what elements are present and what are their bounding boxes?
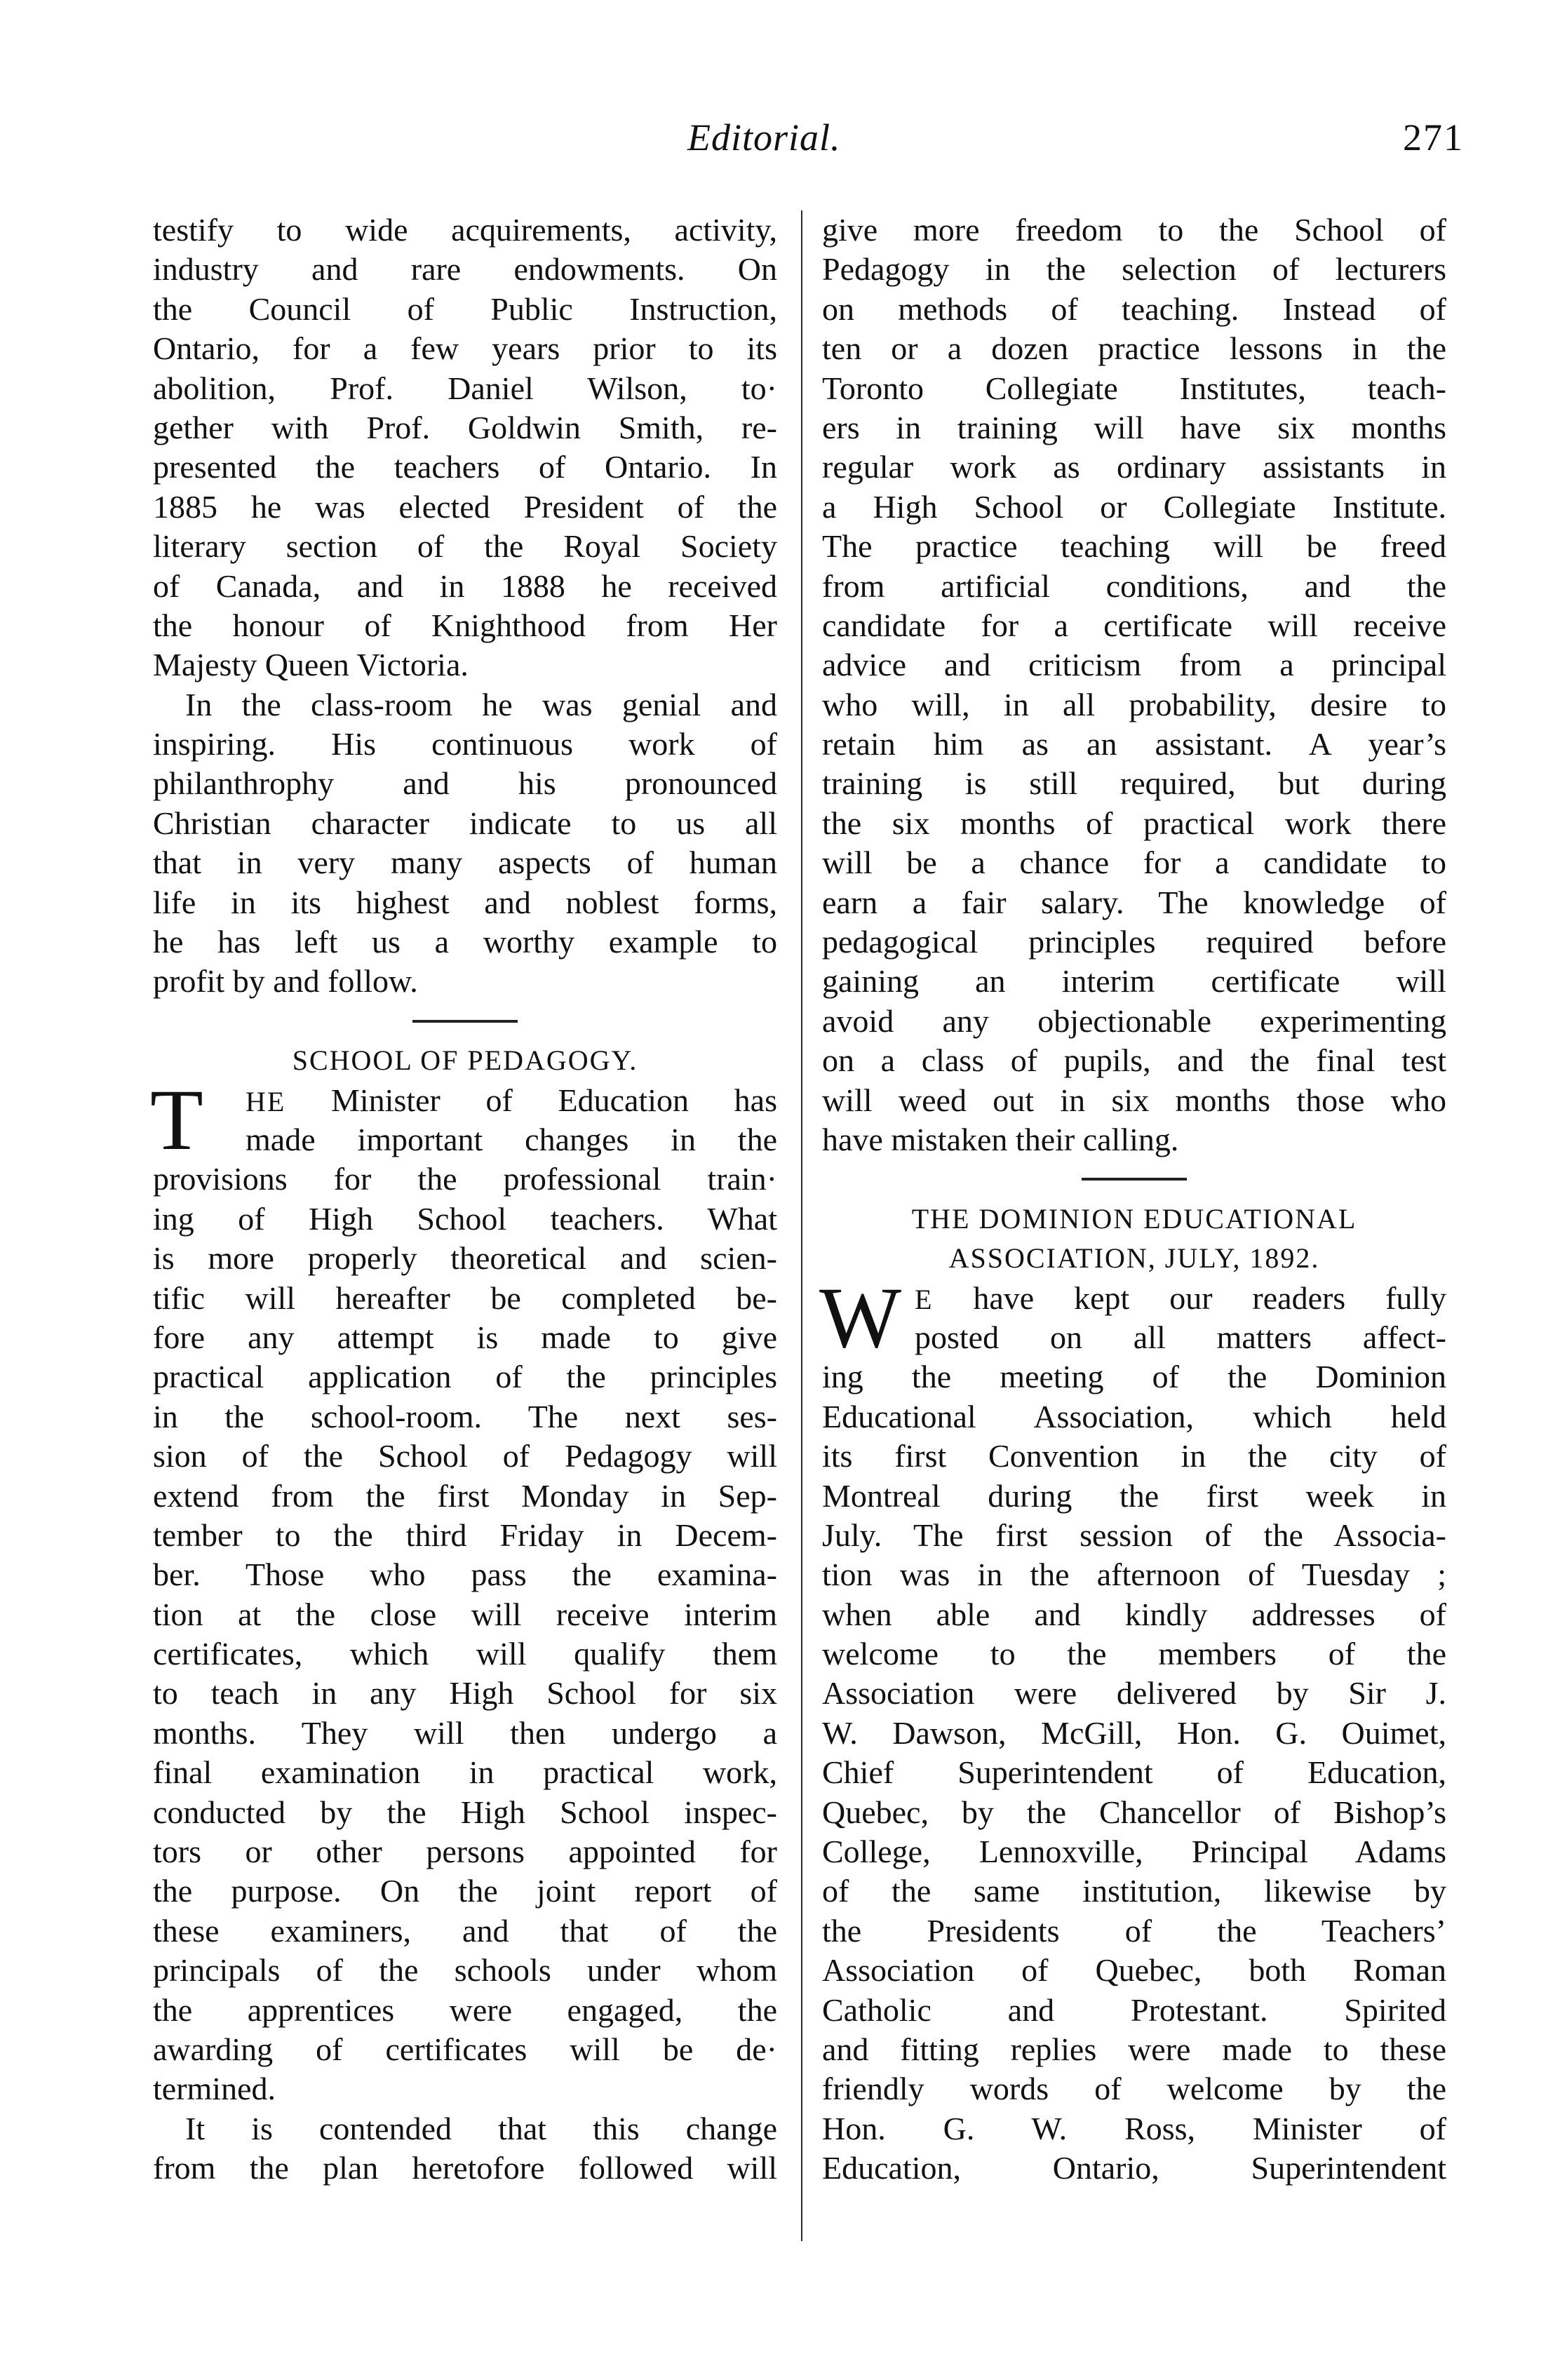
text-line: termined. xyxy=(153,2071,276,2107)
text-line: is more properly theoretical and scien- xyxy=(153,1240,777,1277)
text-line: Ontario, for a few years prior to its xyxy=(153,330,777,367)
section-heading-dominion-line-2: ASSOCIATION, JULY, 1892. xyxy=(948,1242,1320,1275)
text-line: from artificial conditions, and the xyxy=(822,567,1446,604)
running-title: Editorial. xyxy=(687,116,841,159)
text-line: the Council of Public Instruction, xyxy=(153,290,777,327)
text-line: industry and rare endowments. On xyxy=(153,251,777,288)
section-heading-dominion-line-1: THE DOMINION EDUCATIONAL xyxy=(911,1202,1357,1235)
text-line xyxy=(153,1081,777,1120)
section-heading-school-of-pedagogy: SCHOOL OF PEDAGOGY. xyxy=(292,1044,638,1077)
text-line: he has left us a worthy example to xyxy=(153,924,777,960)
text-line: Hon. G. W. Ross, Minister of xyxy=(822,2110,1446,2146)
paragraph-contended xyxy=(153,2109,777,2189)
text-line: that in very many aspects of human xyxy=(153,845,777,881)
text-line: have mistaken their calling. xyxy=(822,1121,1179,1157)
text-line: Association of Quebec, both Roman xyxy=(822,1952,1446,1989)
text-line: tion at the close will receive interim xyxy=(153,1596,777,1632)
text-line: to teach in any High School for six xyxy=(153,1675,777,1712)
text-line: July. The first session of the Associa- xyxy=(822,1517,1446,1553)
text-line: 1885 he was elected President of the xyxy=(153,488,777,525)
text-line: Montreal during the first week in xyxy=(822,1477,1446,1514)
text-line: tion was in the afternoon of Tuesday ; xyxy=(822,1557,1446,1593)
text-line: philanthrophy and his pronounced xyxy=(153,765,777,802)
text-line: presented the teachers of Ontario. In xyxy=(153,449,777,485)
text-line: Christian character indicate to us all xyxy=(153,805,777,841)
text-line: the apprentices were engaged, the xyxy=(153,1991,777,2028)
text-line: ber. Those who pass the examina- xyxy=(153,1557,777,1593)
text-line: certificates, which will qualify them xyxy=(153,1636,777,1672)
text-line xyxy=(822,1279,1446,1318)
text-line: In the class-room he was genial and xyxy=(185,686,777,722)
section-divider xyxy=(822,1159,1446,1199)
text-line: made important changes in the xyxy=(246,1121,777,1157)
text-line: conducted by the High School inspec- xyxy=(153,1794,777,1830)
text-line: advice and criticism from a principal xyxy=(822,647,1446,683)
section-divider xyxy=(153,1002,777,1041)
text-line: ing of High School teachers. What xyxy=(153,1200,777,1237)
text-line: training is still required, but during xyxy=(822,765,1446,802)
text-line: candidate for a certificate will receive xyxy=(822,607,1446,643)
text-line: ing the meeting of the Dominion xyxy=(822,1359,1446,1395)
text-line: in the school-room. The next ses- xyxy=(153,1398,777,1434)
text-line: ers in training will have six months xyxy=(822,409,1446,445)
text-line: avoid any objectionable experimenting xyxy=(822,1002,1446,1039)
paragraph-school-of-pedagogy xyxy=(150,1071,777,2109)
text-line: extend from the first Monday in Sep- xyxy=(153,1477,777,1514)
text-line: tific will hereafter be completed be- xyxy=(153,1279,777,1316)
text-line: gaining an interim certificate will xyxy=(822,963,1446,1000)
text-line: inspiring. His continuous work of xyxy=(153,726,777,762)
text-line: the Presidents of the Teachers’ xyxy=(822,1912,1446,1949)
text-line: regular work as ordinary assistants in xyxy=(822,449,1446,485)
text-line: Association were delivered by Sir J. xyxy=(822,1675,1446,1712)
left-column xyxy=(150,210,777,2189)
text-line: profit by and follow. xyxy=(153,963,418,1000)
paragraph-classroom xyxy=(153,685,777,1002)
text-line: life in its highest and noblest forms, xyxy=(153,884,777,920)
text-line: when able and kindly addresses of xyxy=(822,1596,1446,1632)
text-line: final examination in practical work, xyxy=(153,1754,777,1791)
text-line: W. Dawson, McGill, Hon. G. Ouimet, xyxy=(822,1714,1446,1751)
text-line: literary section of the Royal Society xyxy=(153,528,777,565)
text-line: will be a chance for a candidate to xyxy=(822,845,1446,881)
text-line: fore any attempt is made to give xyxy=(153,1319,777,1355)
text-line: Chief Superintendent of Education, xyxy=(822,1754,1446,1791)
dropcap-continuation: E xyxy=(915,1283,934,1315)
text-line: of Canada, and in 1888 he received xyxy=(153,567,777,604)
text-line: from the plan heretofore followed will xyxy=(153,2150,777,2186)
paragraph-pedagogy-continued xyxy=(822,210,1446,1159)
text-line: College, Lennoxville, Principal Adams xyxy=(822,1834,1446,1870)
text-line: The practice teaching will be freed xyxy=(822,528,1446,565)
text-line: It is contended that this change xyxy=(185,2110,777,2146)
text-line: testify to wide acquirements, activity, xyxy=(153,212,777,248)
text-line: Majesty Queen Victoria. xyxy=(153,647,469,683)
text-line: its first Convention in the city of xyxy=(822,1438,1446,1474)
text-line: friendly words of welcome by the xyxy=(822,2071,1446,2107)
drop-cap: T xyxy=(150,1071,203,1168)
text-line: the honour of Knighthood from Her xyxy=(153,607,777,643)
text-line: Educational Association, which held xyxy=(822,1398,1446,1434)
text-line: Pedagogy in the selection of lecturers xyxy=(822,251,1446,288)
text-line: abolition, Prof. Daniel Wilson, to· xyxy=(153,370,777,406)
text-line: practical application of the principles xyxy=(153,1359,777,1395)
text-line: Toronto Collegiate Institutes, teach- xyxy=(822,370,1446,406)
text-line: who will, in all probability, desire to xyxy=(822,686,1446,722)
text-line: ten or a dozen practice lessons in the xyxy=(822,330,1446,367)
running-head xyxy=(0,116,1567,172)
page-number: 271 xyxy=(1403,116,1464,159)
text-line: tors or other persons appointed for xyxy=(153,1834,777,1870)
text-line: sion of the School of Pedagogy will xyxy=(153,1438,777,1474)
text-line: on a class of pupils, and the final test xyxy=(822,1042,1446,1079)
text-line: these examiners, and that of the xyxy=(153,1912,777,1949)
text-line: of the same institution, likewise by xyxy=(822,1873,1446,1909)
drop-cap: W xyxy=(819,1269,902,1366)
text-line: welcome to the members of the xyxy=(822,1636,1446,1672)
right-column xyxy=(819,210,1446,2189)
text-line: Education, Ontario, Superintendent xyxy=(822,2150,1446,2186)
text-line: posted on all matters affect- xyxy=(915,1319,1446,1355)
text-line: on methods of teaching. Instead of xyxy=(822,290,1446,327)
text-line: earn a fair salary. The knowledge of xyxy=(822,884,1446,920)
text-line: will weed out in six months those who xyxy=(822,1082,1446,1118)
text-line: pedagogical principles required before xyxy=(822,924,1446,960)
text-line: retain him as an assistant. A year’s xyxy=(822,726,1446,762)
text-line: awarding of certificates will be de· xyxy=(153,2031,777,2067)
text-line: and fitting replies were made to these xyxy=(822,2031,1446,2067)
text-line: the purpose. On the joint report of xyxy=(153,1873,777,1909)
text-line: principals of the schools under whom xyxy=(153,1952,777,1989)
text-line: months. They will then undergo a xyxy=(153,1714,777,1751)
paragraph-dominion-association xyxy=(819,1269,1446,2189)
text-line: the six months of practical work there xyxy=(822,805,1446,841)
paragraph-biography-end xyxy=(153,210,777,685)
text-line: give more freedom to the School of xyxy=(822,212,1446,248)
text-line: gether with Prof. Goldwin Smith, re- xyxy=(153,409,777,445)
text-fragment: Minister of Education has xyxy=(285,1082,777,1118)
text-line: provisions for the professional train· xyxy=(153,1161,777,1197)
text-line: Quebec, by the Chancellor of Bishop’s xyxy=(822,1794,1446,1830)
text-line: tember to the third Friday in Decem- xyxy=(153,1517,777,1553)
text-fragment: have kept our readers fully xyxy=(933,1279,1446,1316)
column-rule xyxy=(801,210,802,2241)
text-line: a High School or Collegiate Institute. xyxy=(822,488,1446,525)
dropcap-continuation: HE xyxy=(246,1085,286,1117)
text-line: Catholic and Protestant. Spirited xyxy=(822,1991,1446,2028)
